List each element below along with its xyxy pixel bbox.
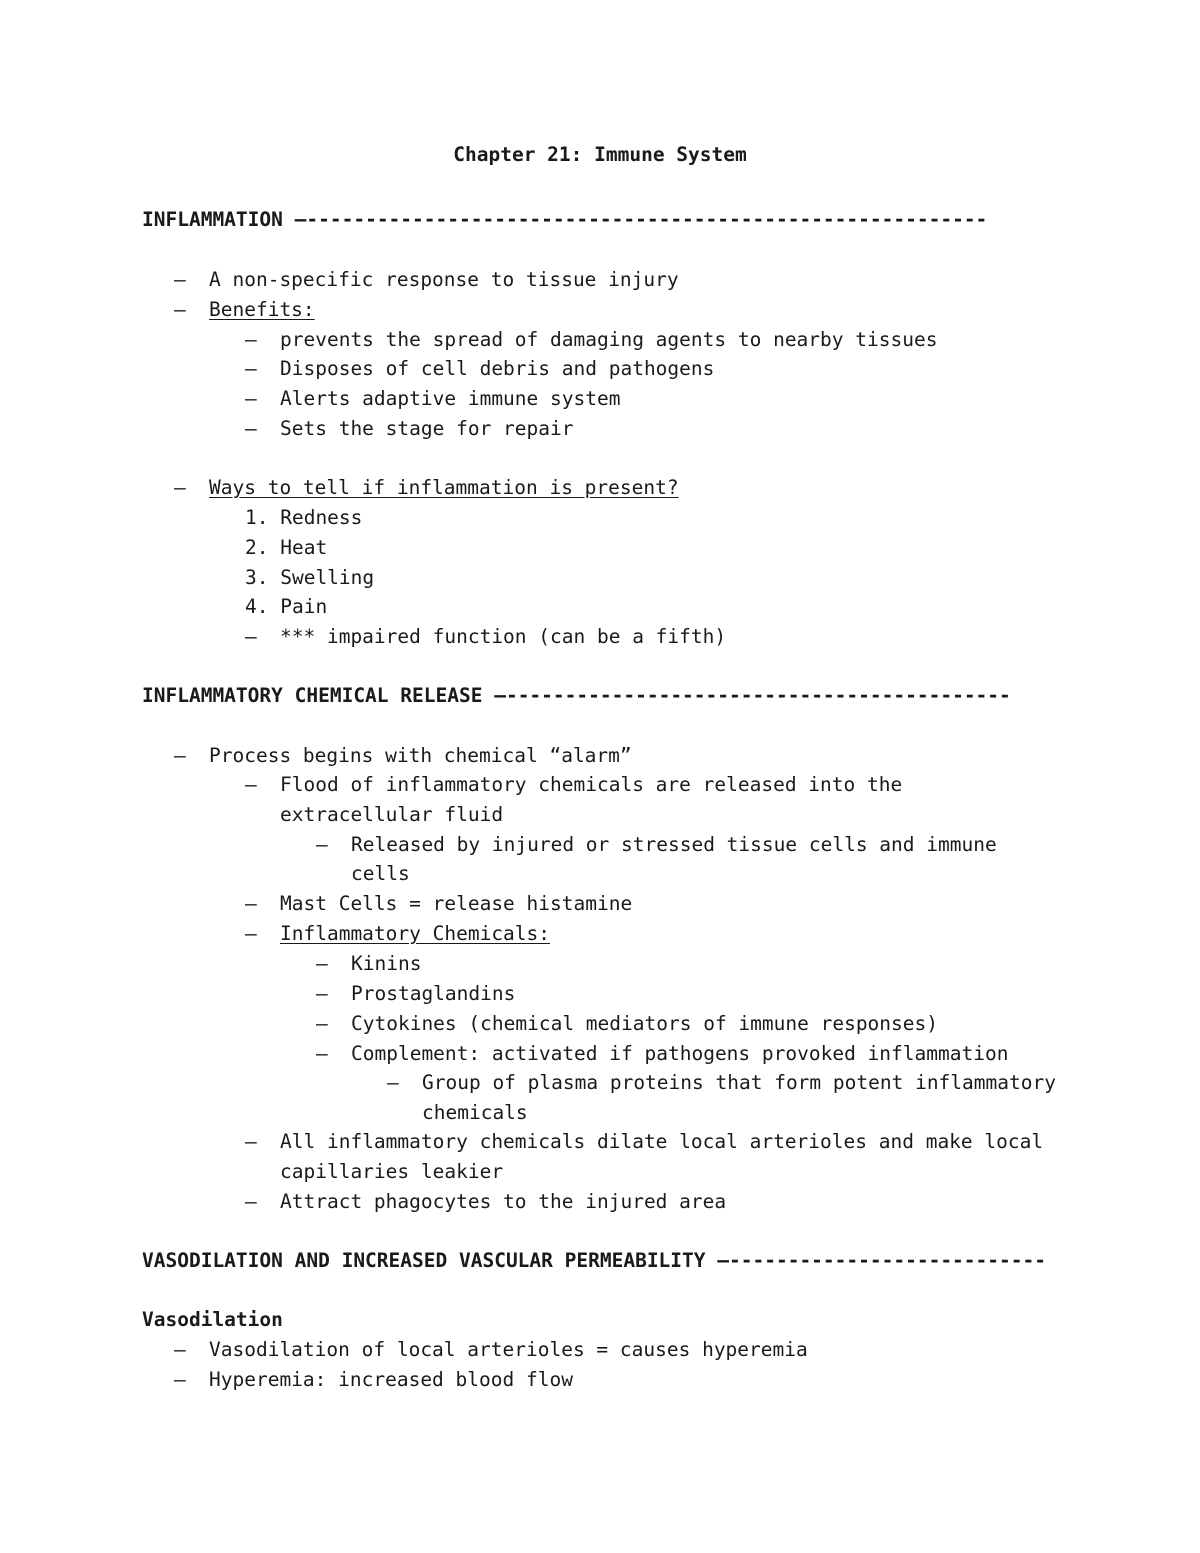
list-item: – Complement: activated if pathogens provoked inflammation: [316, 1042, 1009, 1065]
list-item-continuation: cells: [351, 862, 410, 885]
list-item: – Process begins with chemical “alarm”: [174, 744, 632, 767]
list-item: – Group of plasma proteins that form potent inflammatory: [387, 1071, 1056, 1094]
list-item: – Disposes of cell debris and pathogens: [245, 357, 715, 380]
list-item: – Inflammatory Chemicals:: [245, 922, 551, 945]
subheading-vasodilation: Vasodilation: [142, 1308, 283, 1331]
section-heading-inflammation: INFLAMMATION –----------------------------------------------------------: [142, 208, 988, 231]
list-item: – prevents the spread of damaging agents to nearby tissues: [245, 328, 938, 351]
list-item: – Prostaglandins: [316, 982, 516, 1005]
list-item: – All inflammatory chemicals dilate local arterioles and make local: [245, 1130, 1044, 1153]
numbered-item: 4. Pain: [245, 595, 328, 618]
numbered-item: 1. Redness: [245, 506, 363, 529]
list-item: – Sets the stage for repair: [245, 417, 574, 440]
list-item: – Attract phagocytes to the injured area: [245, 1190, 727, 1213]
list-item-continuation: extracellular fluid: [280, 803, 504, 826]
numbered-item: 2. Heat: [245, 536, 328, 559]
list-item-continuation: chemicals: [422, 1101, 528, 1124]
list-item: – A non-specific response to tissue injury: [174, 268, 679, 291]
list-item: – Benefits:: [174, 298, 315, 321]
chemicals-label: Inflammatory Chemicals:: [280, 922, 551, 945]
list-item-continuation: capillaries leakier: [280, 1160, 504, 1183]
list-item: – Mast Cells = release histamine: [245, 892, 633, 915]
list-item: – Kinins: [316, 952, 422, 975]
page-title: Chapter 21: Immune System: [453, 143, 747, 166]
list-item: – Released by injured or stressed tissue cells and immune: [316, 833, 997, 856]
section-heading-vasodilation: VASODILATION AND INCREASED VASCULAR PERMEABILITY –---------------------------: [142, 1249, 1046, 1272]
list-item: – Vasodilation of local arterioles = causes hyperemia: [174, 1338, 808, 1361]
numbered-item: 3. Swelling: [245, 566, 375, 589]
list-item: – *** impaired function (can be a fifth): [245, 625, 727, 648]
list-item: – Alerts adaptive immune system: [245, 387, 621, 410]
list-item: – Ways to tell if inflammation is present?: [174, 476, 679, 499]
list-item: – Cytokines (chemical mediators of immune responses): [316, 1012, 938, 1035]
benefits-label: Benefits:: [209, 298, 315, 321]
list-item: – Hyperemia: increased blood flow: [174, 1368, 573, 1391]
section-heading-chemical-release: INFLAMMATORY CHEMICAL RELEASE –-------------------------------------------: [142, 684, 1011, 707]
list-item: – Flood of inflammatory chemicals are released into the: [245, 773, 903, 796]
signs-label: Ways to tell if inflammation is present?: [209, 476, 679, 499]
